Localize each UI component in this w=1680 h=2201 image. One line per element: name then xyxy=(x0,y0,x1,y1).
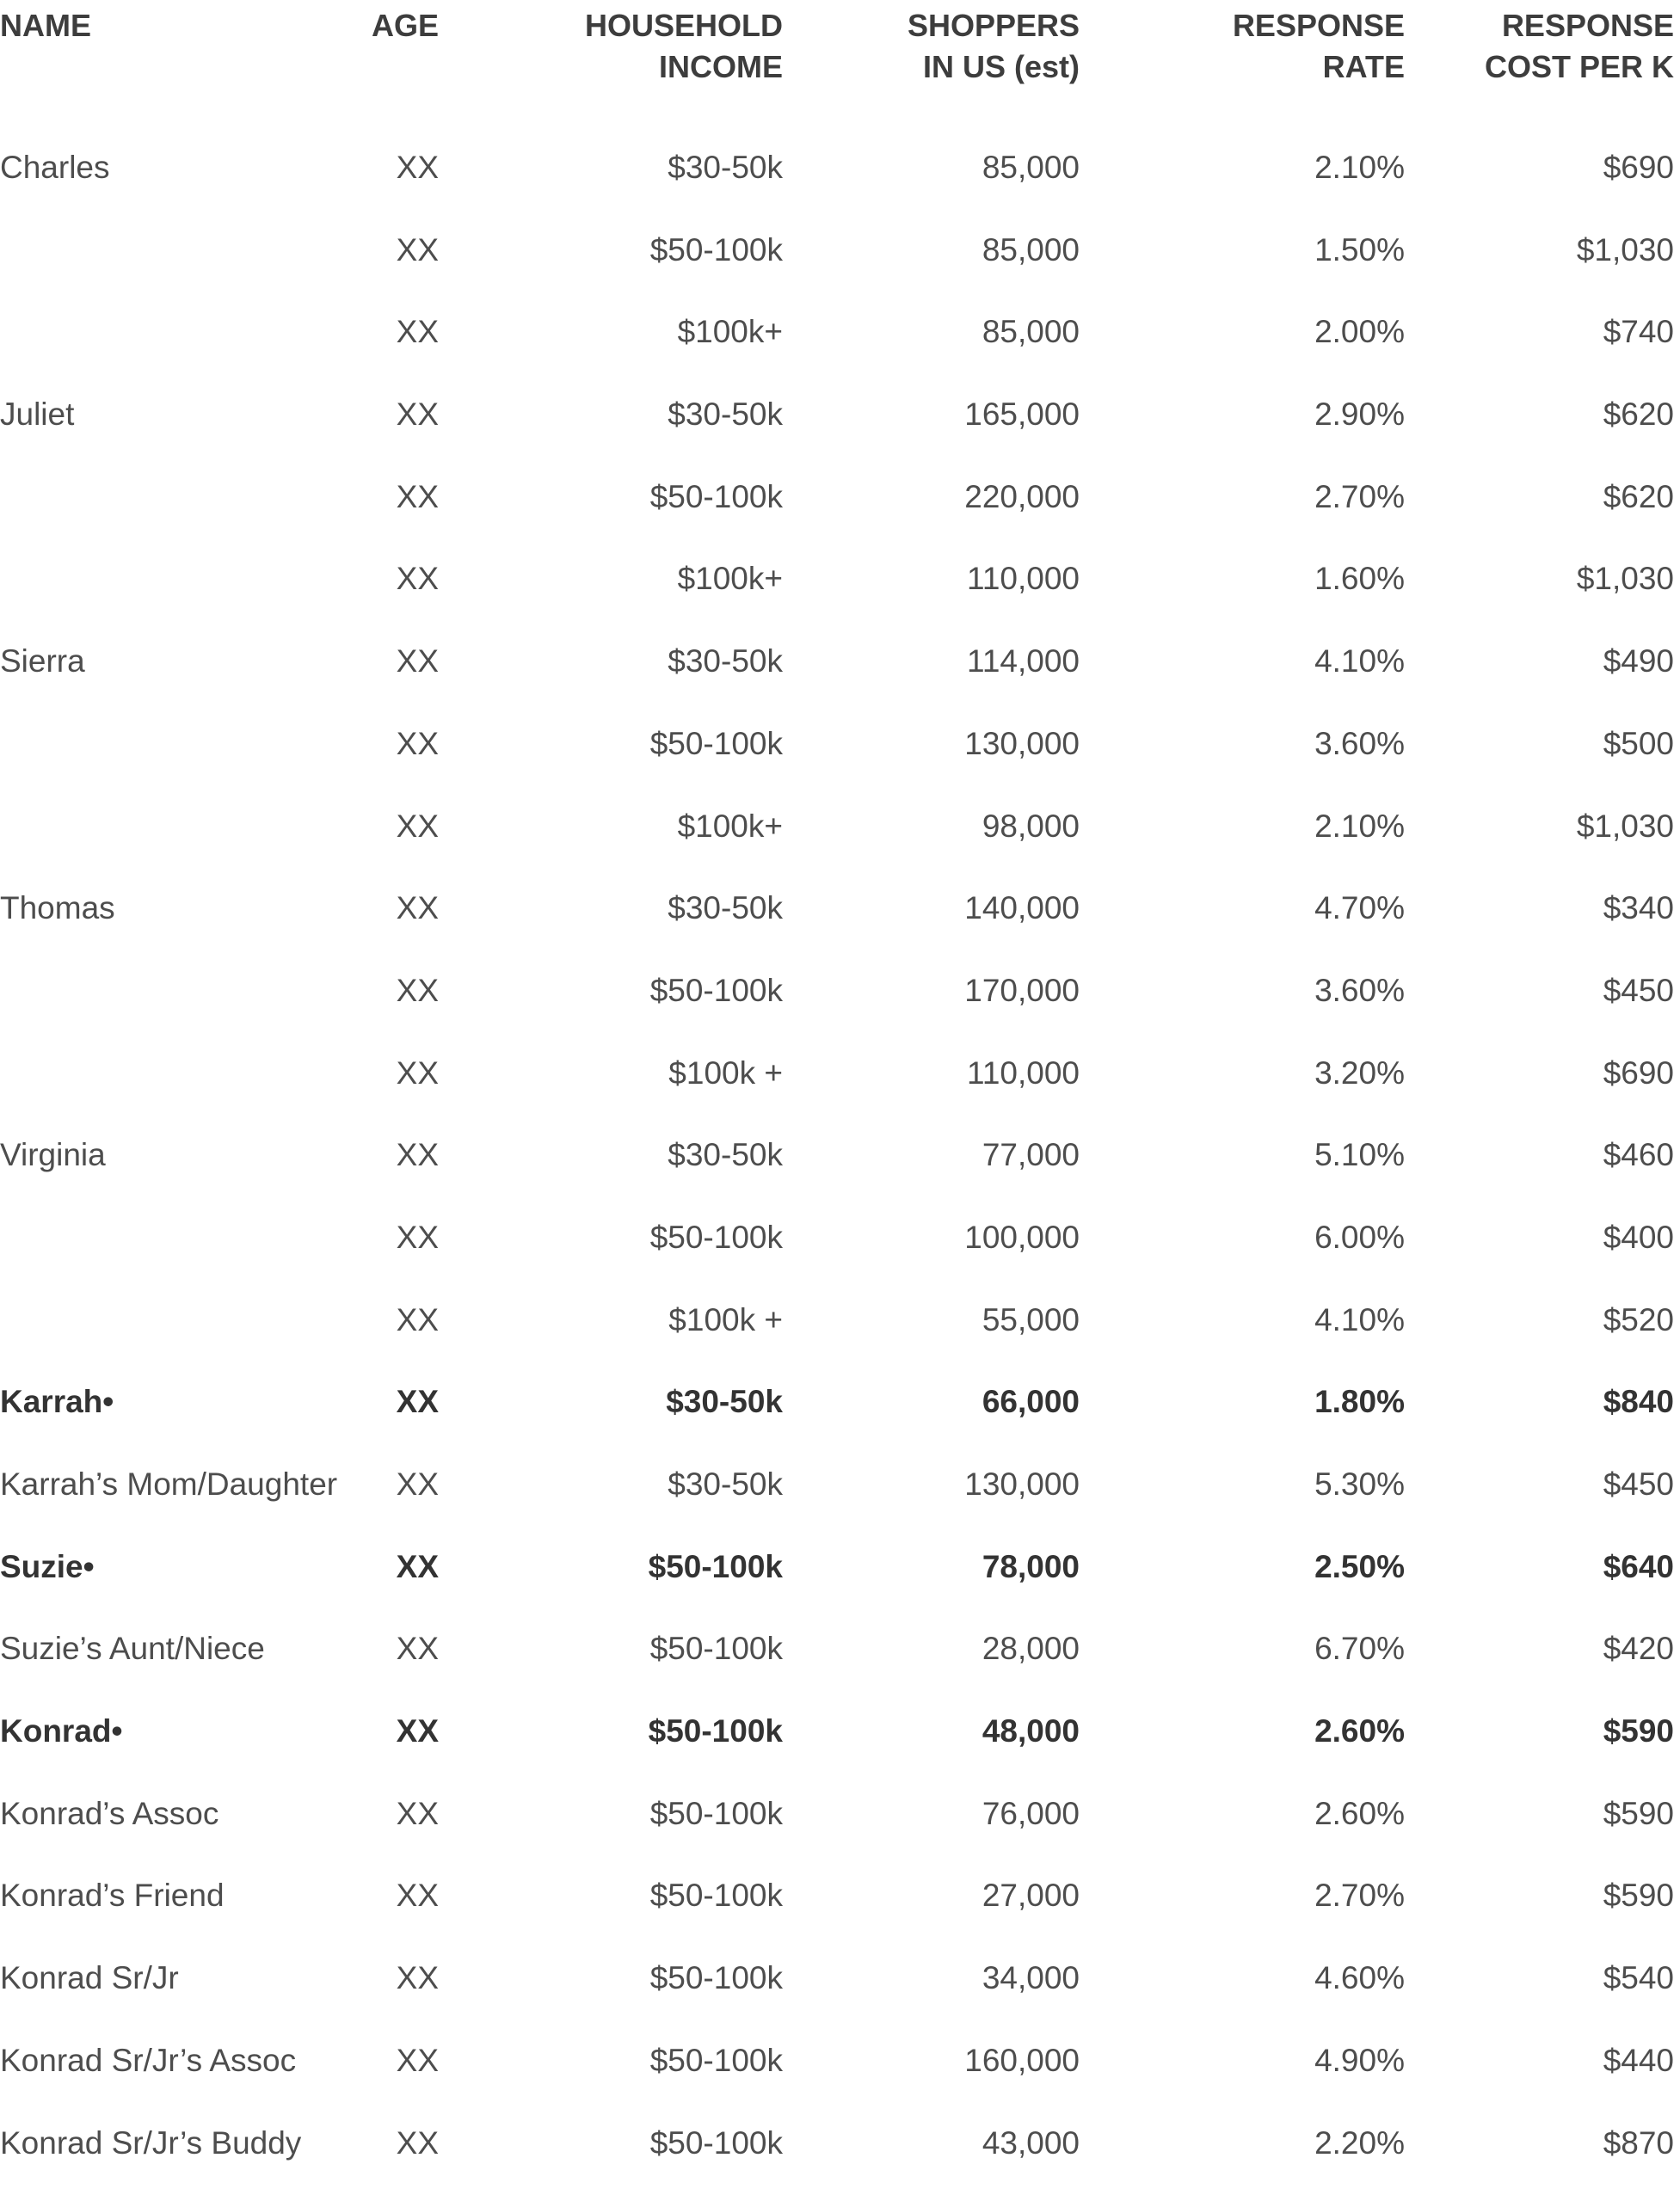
cell-response-cost: $520 xyxy=(1603,1296,1674,1344)
cell-income: $30-50k xyxy=(666,1378,783,1426)
cell-response-rate: 1.60% xyxy=(1314,555,1405,603)
header-age xyxy=(372,5,439,46)
cell-age: XX xyxy=(397,226,439,274)
cell-response-rate: 5.30% xyxy=(1314,1460,1405,1509)
cell-response-cost: $1,030 xyxy=(1577,555,1674,603)
cell-shoppers: 165,000 xyxy=(964,390,1080,439)
header-shoppers-line-2: IN US (est) xyxy=(908,46,1080,88)
table-row xyxy=(0,144,1680,226)
cell-name: Konrad Sr/Jr xyxy=(0,1954,179,2002)
cell-shoppers: 85,000 xyxy=(982,226,1080,274)
cell-income: $100k+ xyxy=(678,308,783,356)
cell-shoppers: 76,000 xyxy=(982,1790,1080,1838)
header-rate-line-1: RESPONSE xyxy=(1233,5,1405,46)
cell-response-cost: $590 xyxy=(1603,1790,1674,1838)
table-body xyxy=(0,144,1680,2201)
table-row xyxy=(0,390,1680,473)
table-row xyxy=(0,1378,1680,1460)
cell-age: XX xyxy=(397,144,439,192)
cell-age: XX xyxy=(397,637,439,686)
header-response-rate xyxy=(1233,5,1405,88)
cell-age: XX xyxy=(397,473,439,521)
cell-response-rate: 3.60% xyxy=(1314,720,1405,768)
cell-age: XX xyxy=(397,1625,439,1673)
cell-age: XX xyxy=(397,1707,439,1755)
header-shoppers-line-1: SHOPPERS xyxy=(908,5,1080,46)
cell-response-rate: 2.90% xyxy=(1314,390,1405,439)
cell-name: Juliet xyxy=(0,390,74,439)
cell-response-rate: 3.60% xyxy=(1314,967,1405,1015)
table-row xyxy=(0,226,1680,309)
cell-name: Karrah• xyxy=(0,1378,114,1426)
cell-income: $30-50k xyxy=(668,390,783,439)
table-row xyxy=(0,1954,1680,2037)
cell-age: XX xyxy=(397,1543,439,1591)
header-response-cost xyxy=(1485,5,1674,88)
table-row xyxy=(0,1790,1680,1872)
cell-response-rate: 3.20% xyxy=(1314,1049,1405,1097)
cell-response-rate: 4.70% xyxy=(1314,884,1405,932)
cell-response-rate: 4.10% xyxy=(1314,1296,1405,1344)
cell-shoppers: 34,000 xyxy=(982,1954,1080,2002)
cell-name: Sierra xyxy=(0,637,85,686)
table-row xyxy=(0,473,1680,556)
cell-response-rate: 4.60% xyxy=(1314,1954,1405,2002)
table-row xyxy=(0,1872,1680,1954)
cell-response-cost: $690 xyxy=(1603,1049,1674,1097)
cell-response-cost: $590 xyxy=(1603,1872,1674,1920)
cell-response-cost: $500 xyxy=(1603,720,1674,768)
cell-response-cost: $490 xyxy=(1603,637,1674,686)
cell-income: $50-100k xyxy=(650,1214,783,1262)
cell-response-cost: $870 xyxy=(1603,2119,1674,2167)
cell-age: XX xyxy=(397,1954,439,2002)
cell-income: $100k + xyxy=(668,1296,783,1344)
cell-response-rate: 2.60% xyxy=(1314,1790,1405,1838)
cell-income: $30-50k xyxy=(668,1131,783,1179)
cell-age: XX xyxy=(397,1214,439,1262)
cell-shoppers: 140,000 xyxy=(964,884,1080,932)
cell-response-cost: $440 xyxy=(1603,2037,1674,2085)
table-row xyxy=(0,720,1680,802)
cell-age: XX xyxy=(397,1872,439,1920)
cell-name: Karrah’s Mom/Daughter xyxy=(0,1460,337,1509)
cell-age: XX xyxy=(397,555,439,603)
cell-response-cost: $450 xyxy=(1603,1460,1674,1509)
cell-income: $100k+ xyxy=(678,555,783,603)
cell-response-rate: 4.90% xyxy=(1314,2037,1405,2085)
cell-response-rate: 5.10% xyxy=(1314,1131,1405,1179)
cell-response-cost: $340 xyxy=(1603,884,1674,932)
table-row xyxy=(0,1049,1680,1132)
cell-shoppers: 220,000 xyxy=(964,473,1080,521)
cell-shoppers: 55,000 xyxy=(982,1296,1080,1344)
table-row xyxy=(0,308,1680,390)
cell-age: XX xyxy=(397,1790,439,1838)
cell-name: Charles xyxy=(0,144,110,192)
cell-age: XX xyxy=(397,2037,439,2085)
cell-age: XX xyxy=(397,1378,439,1426)
cell-age: XX xyxy=(397,802,439,851)
cell-response-cost: $1,030 xyxy=(1577,802,1674,851)
cell-shoppers: 110,000 xyxy=(967,555,1080,603)
header-age-line: AGE xyxy=(372,5,439,46)
header-income-line-2: INCOME xyxy=(585,46,783,88)
cell-shoppers: 85,000 xyxy=(982,144,1080,192)
table-row xyxy=(0,802,1680,885)
cell-income: $30-50k xyxy=(668,144,783,192)
cell-income: $50-100k xyxy=(650,1872,783,1920)
cell-response-rate: 1.50% xyxy=(1314,226,1405,274)
cell-shoppers: 130,000 xyxy=(964,1460,1080,1509)
cell-response-cost: $1,030 xyxy=(1577,226,1674,274)
table-row xyxy=(0,1460,1680,1543)
header-name xyxy=(0,5,91,46)
cell-age: XX xyxy=(397,967,439,1015)
cell-shoppers: 100,000 xyxy=(964,1214,1080,1262)
cell-income: $50-100k xyxy=(650,720,783,768)
cell-response-cost: $640 xyxy=(1603,1543,1674,1591)
cell-response-cost: $420 xyxy=(1603,1625,1674,1673)
cell-response-cost: $540 xyxy=(1603,1954,1674,2002)
cell-income: $50-100k xyxy=(650,226,783,274)
cell-shoppers: 48,000 xyxy=(982,1707,1080,1755)
cell-income: $50-100k xyxy=(649,1543,783,1591)
header-household-income xyxy=(585,5,783,88)
cell-shoppers: 160,000 xyxy=(964,2037,1080,2085)
table-row xyxy=(0,884,1680,967)
cell-response-cost: $620 xyxy=(1603,473,1674,521)
cell-name: Thomas xyxy=(0,884,115,932)
cell-age: XX xyxy=(397,1460,439,1509)
cell-income: $50-100k xyxy=(650,1954,783,2002)
cell-shoppers: 98,000 xyxy=(982,802,1080,851)
cell-income: $30-50k xyxy=(668,1460,783,1509)
cell-name: Konrad’s Friend xyxy=(0,1872,225,1920)
header-rate-line-2: RATE xyxy=(1233,46,1405,88)
cell-name: Konrad• xyxy=(0,1707,122,1755)
cell-response-cost: $460 xyxy=(1603,1131,1674,1179)
cell-age: XX xyxy=(397,390,439,439)
table-row xyxy=(0,1543,1680,1626)
table-header xyxy=(0,5,1680,91)
cell-shoppers: 77,000 xyxy=(982,1131,1080,1179)
header-name-line: NAME xyxy=(0,5,91,46)
cell-response-rate: 1.80% xyxy=(1314,1378,1405,1426)
table-row xyxy=(0,2037,1680,2119)
cell-age: XX xyxy=(397,1131,439,1179)
header-cost-line-1: RESPONSE xyxy=(1485,5,1674,46)
cell-shoppers: 66,000 xyxy=(982,1378,1080,1426)
cell-income: $100k+ xyxy=(678,802,783,851)
cell-response-cost: $450 xyxy=(1603,967,1674,1015)
cell-name: Virginia xyxy=(0,1131,106,1179)
table-row xyxy=(0,1131,1680,1214)
cell-name: Suzie• xyxy=(0,1543,95,1591)
cell-response-cost: $400 xyxy=(1603,1214,1674,1262)
cell-income: $30-50k xyxy=(668,884,783,932)
cell-name: Konrad Sr/Jr’s Buddy xyxy=(0,2119,301,2167)
cell-shoppers: 28,000 xyxy=(982,1625,1080,1673)
cell-response-rate: 2.70% xyxy=(1314,1872,1405,1920)
cell-name: Konrad’s Assoc xyxy=(0,1790,218,1838)
cell-income: $50-100k xyxy=(650,473,783,521)
cell-response-cost: $590 xyxy=(1603,1707,1674,1755)
cell-income: $50-100k xyxy=(650,1790,783,1838)
header-cost-line-2: COST PER K xyxy=(1485,46,1674,88)
table-row xyxy=(0,2119,1680,2201)
cell-response-rate: 2.20% xyxy=(1314,2119,1405,2167)
cell-shoppers: 85,000 xyxy=(982,308,1080,356)
table-row xyxy=(0,967,1680,1049)
cell-shoppers: 27,000 xyxy=(982,1872,1080,1920)
cell-name: Konrad Sr/Jr’s Assoc xyxy=(0,2037,296,2085)
cell-income: $30-50k xyxy=(668,637,783,686)
cell-name: Suzie’s Aunt/Niece xyxy=(0,1625,265,1673)
table-row xyxy=(0,1625,1680,1707)
header-shoppers xyxy=(908,5,1080,88)
cell-response-rate: 2.60% xyxy=(1314,1707,1405,1755)
cell-shoppers: 114,000 xyxy=(967,637,1080,686)
cell-response-rate: 2.00% xyxy=(1314,308,1405,356)
cell-age: XX xyxy=(397,2119,439,2167)
cell-age: XX xyxy=(397,884,439,932)
cell-income: $50-100k xyxy=(650,1625,783,1673)
cell-income: $100k + xyxy=(668,1049,783,1097)
cell-response-cost: $620 xyxy=(1603,390,1674,439)
cell-response-rate: 6.70% xyxy=(1314,1625,1405,1673)
cell-response-rate: 2.10% xyxy=(1314,802,1405,851)
cell-response-cost: $840 xyxy=(1603,1378,1674,1426)
cell-income: $50-100k xyxy=(650,967,783,1015)
cell-income: $50-100k xyxy=(650,2119,783,2167)
table-row xyxy=(0,637,1680,720)
cell-shoppers: 110,000 xyxy=(967,1049,1080,1097)
cell-age: XX xyxy=(397,720,439,768)
table-row xyxy=(0,555,1680,637)
cell-shoppers: 130,000 xyxy=(964,720,1080,768)
table-row xyxy=(0,1296,1680,1379)
cell-income: $50-100k xyxy=(650,2037,783,2085)
table-row xyxy=(0,1707,1680,1790)
header-income-line-1: HOUSEHOLD xyxy=(585,5,783,46)
table-row xyxy=(0,1214,1680,1296)
cell-response-rate: 4.10% xyxy=(1314,637,1405,686)
cell-shoppers: 78,000 xyxy=(982,1543,1080,1591)
cell-response-rate: 2.50% xyxy=(1314,1543,1405,1591)
cell-age: XX xyxy=(397,308,439,356)
cell-income: $50-100k xyxy=(649,1707,783,1755)
cell-age: XX xyxy=(397,1049,439,1097)
cell-response-rate: 6.00% xyxy=(1314,1214,1405,1262)
cell-shoppers: 43,000 xyxy=(982,2119,1080,2167)
cell-age: XX xyxy=(397,1296,439,1344)
cell-shoppers: 170,000 xyxy=(964,967,1080,1015)
cell-response-rate: 2.70% xyxy=(1314,473,1405,521)
cell-response-cost: $740 xyxy=(1603,308,1674,356)
cell-response-rate: 2.10% xyxy=(1314,144,1405,192)
cell-response-cost: $690 xyxy=(1603,144,1674,192)
